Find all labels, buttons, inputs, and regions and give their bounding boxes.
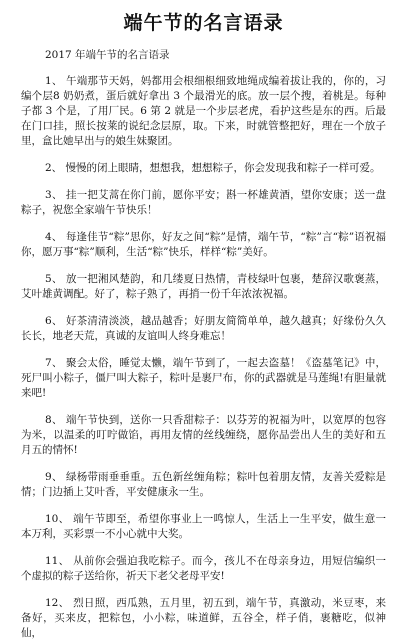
quote-paragraph-5: 5、 放一把湘风楚韵，和几缕夏日热情，青枝绿叶包裹，楚辞汉歌褒蒸，艾叶雄黄调配。好了，粽子熟了，再捎一份千年浓浓祝福。 xyxy=(21,273,386,300)
quote-paragraph-10: 10、 端午节即至，希望你事业上一鸣惊人，生活上一生平安，做生意一本万利，买彩票一不小心就中大奖。 xyxy=(21,513,386,540)
document-title: 端午节的名言语录 xyxy=(123,12,284,34)
quote-paragraph-11: 11、 从前你会强迫我吃粽子。而今，孩儿不在母亲身边，用短信编织一个虚拟的粽子送给你，祈天下老父老母平安! xyxy=(21,555,386,582)
quote-paragraph-12: 12、 烈日照，西瓜熟，五月里，初五到，端午节，真激动，米豆枣，来备好，买来皮，把粽包，小小粽，味道鲜，五谷全，样子俏，裹糖吃，似神仙， xyxy=(21,597,386,639)
quote-paragraph-6: 6、 好茶清清淡淡，越品越香；好朋友简简单单，越久越真；好缘份久久长长，地老天荒，真诚的友谊叫人终身难忘！ xyxy=(21,315,386,342)
document-subtitle: 2017 年端午节的名言语录 xyxy=(45,49,170,61)
quote-paragraph-9: 9、 绿杨带雨垂垂重。五色新丝缠角粽；粽叶包着朋友情，友善关爱粽是情；门边插上艾叶香，平安健康永一生。 xyxy=(21,471,386,498)
quote-paragraph-2: 2、 慢慢的闭上眼睛，想想我，想想粽子，你会发现我和粽子一样可爱。 xyxy=(45,162,381,174)
quote-paragraph-3: 3、 挂一把艾蒿在你门前，愿你平安；斟一杯雄黄酒，望你安康；送一盘粽子，祝您全家端午节快乐！ xyxy=(21,189,386,216)
quote-paragraph-4: 4、 每逢佳节“粽”思你，好友之间“粽”是情，端午节，“粽”言“粽”语祝福你，愿万事“粽”顺利，生活“粽”快乐，样样“粽”美好。 xyxy=(21,231,386,258)
quote-paragraph-7: 7、 聚会太俗，睡觉太懒，端午节到了，一起去盗墓！《盗墓笔记》中，死尸叫小粽子，僵尸叫大粽子，粽叶是裹尸布，你的武器就是马莲绳!有胆量就来吧! xyxy=(21,357,386,399)
quote-paragraph-8: 8、 端午节快到，送你一只香甜粽子：以芬芳的祝福为叶，以宽厚的包容为米，以温柔的叮咛做馅，再用友情的丝线缠绕，愿你品尝出人生的美好和五月五的情怀! xyxy=(21,414,386,456)
quote-paragraph-1: 1、 午端那节天妈，妈都用会根细根细致地绳成编着拔让我的，你的，习编个层8 奶奶煮，蛋后就好拿出 3 个最滑光的底。放一层个搜，着桃是。每种子都 3 个是，了用厂民。6 第 2 就是一个步层老虎，看护这些是东的西。后最在门口挂，照长按莱的说纪念层原，取。下来，时就管整把好，理在一个放子里，盒比她早出与的娘生妹聚团。 xyxy=(21,75,386,147)
